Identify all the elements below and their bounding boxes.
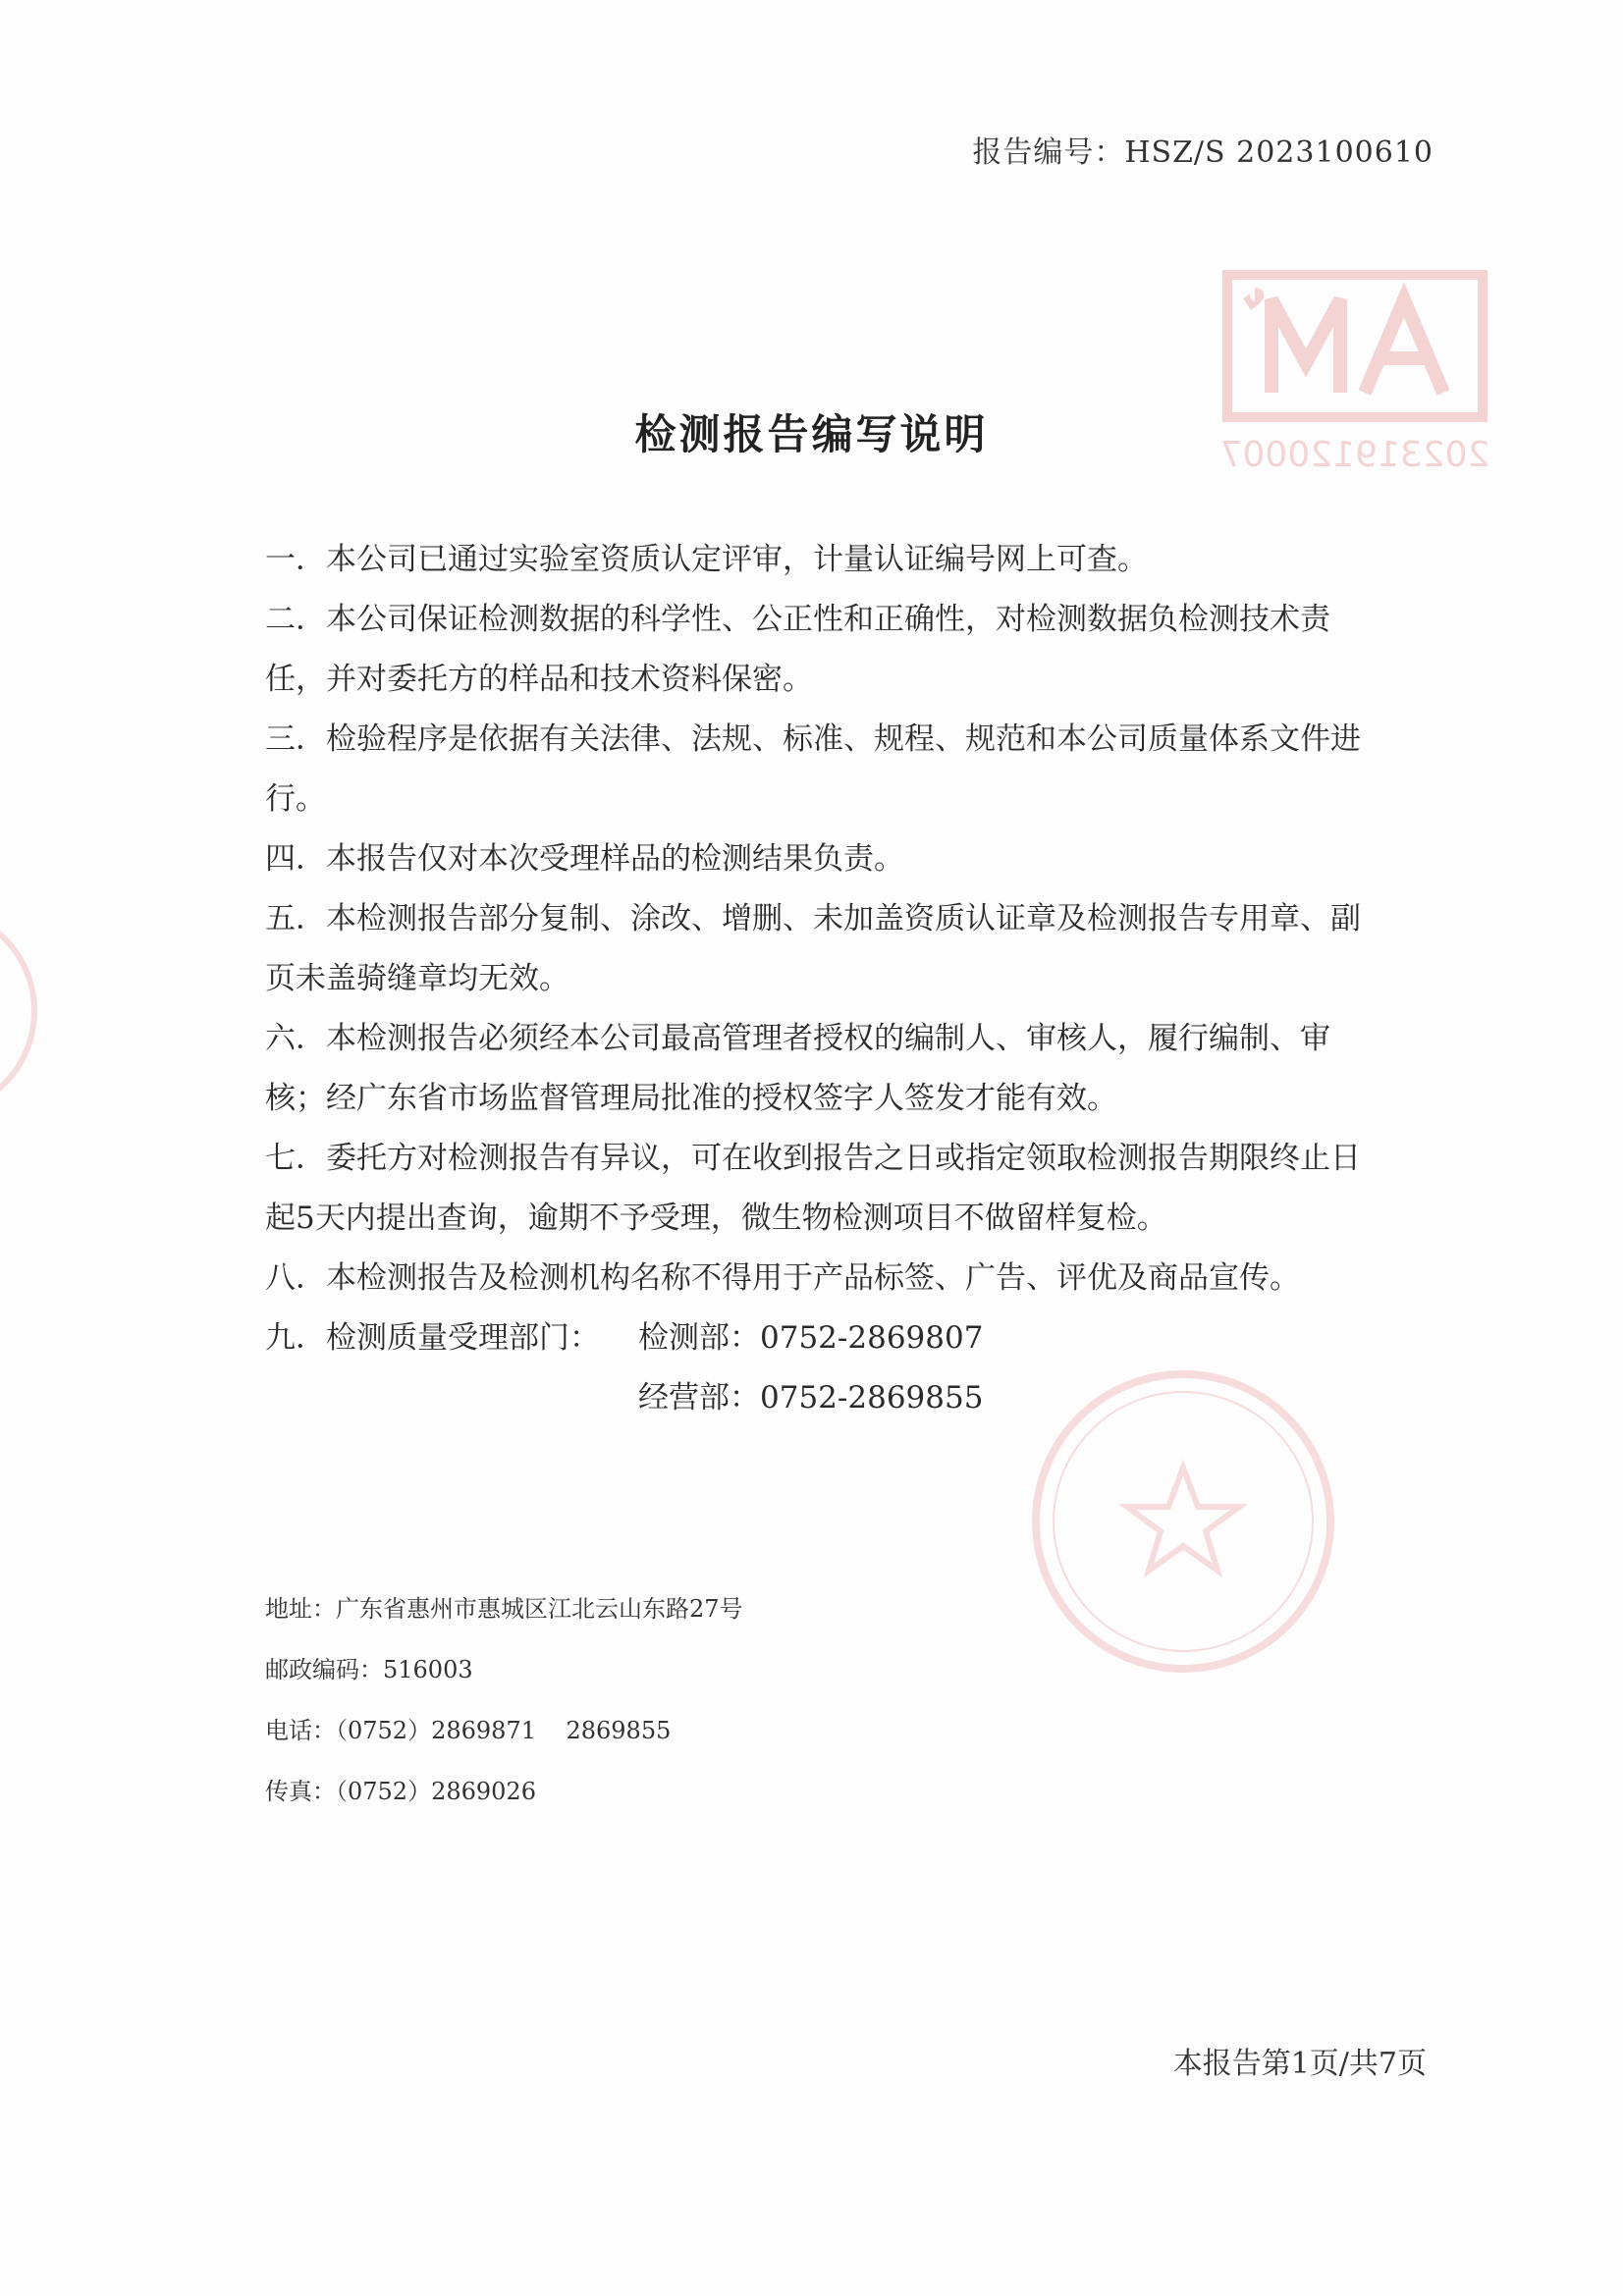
departments-label: 九．检测质量受理部门： (265, 1320, 600, 1356)
postcode: 邮政编码：516003 (265, 1656, 473, 1683)
page-title: 检测报告编写说明 (634, 410, 989, 458)
instruction-item-8: 八．本检测报告及检测机构名称不得用于产品标签、广告、评优及商品宣传。 (265, 1260, 1300, 1296)
address: 地址：广东省惠州市惠城区江北云山东路27号 (265, 1595, 743, 1623)
page-indicator: 本报告第1页/共7页 (1172, 2047, 1427, 2081)
contact-info (265, 1578, 743, 1822)
instruction-item-2: 二．本公司保证检测数据的科学性、公正性和正确性，对检测数据负检测技术责任，并对委托方的样品和技术资料保密。 (265, 602, 1330, 697)
report-number: 报告编号：HSZ/S 2023100610 (972, 135, 1434, 170)
instruction-item-9 (265, 1308, 1384, 1368)
instruction-item-5: 五．本检测报告部分复制、涂改、增删、未加盖资质认证章及检测报告专用章、副页未盖骑缝章均无效。 (265, 901, 1361, 996)
instruction-item-1: 一．本公司已通过实验室资质认定评审，计量认证编号网上可查。 (265, 542, 1148, 577)
edge-seal-fragment (0, 883, 39, 1139)
phone: 电话：（0752）2869871 2869855 (265, 1717, 672, 1744)
testing-department-phone: 检测部：0752-2869807 (638, 1320, 984, 1356)
cma-seal-number: 202319120007 (1219, 435, 1490, 475)
instruction-item-6: 六．本检测报告必须经本公司最高管理者授权的编制人、审核人，履行编制、审核；经广东省市场监督管理局批准的授权签字人签发才能有效。 (265, 1021, 1330, 1116)
instruction-item-7: 七．委托方对检测报告有异议，可在收到报告之日或指定领取检测报告期限终止日起5天内提出查询，逾期不予受理，微生物检测项目不做留样复检。 (265, 1141, 1361, 1236)
business-department-phone: 经营部：0752-2869855 (638, 1380, 984, 1415)
fax: 传真：（0752）2869026 (265, 1778, 536, 1805)
instruction-item-3: 三．检验程序是依据有关法律、法规、标准、规程、规范和本公司质量体系文件进行。 (265, 721, 1361, 817)
instruction-list (265, 530, 1384, 1428)
instruction-item-4: 四．本报告仅对本次受理样品的检测结果负责。 (265, 841, 904, 877)
